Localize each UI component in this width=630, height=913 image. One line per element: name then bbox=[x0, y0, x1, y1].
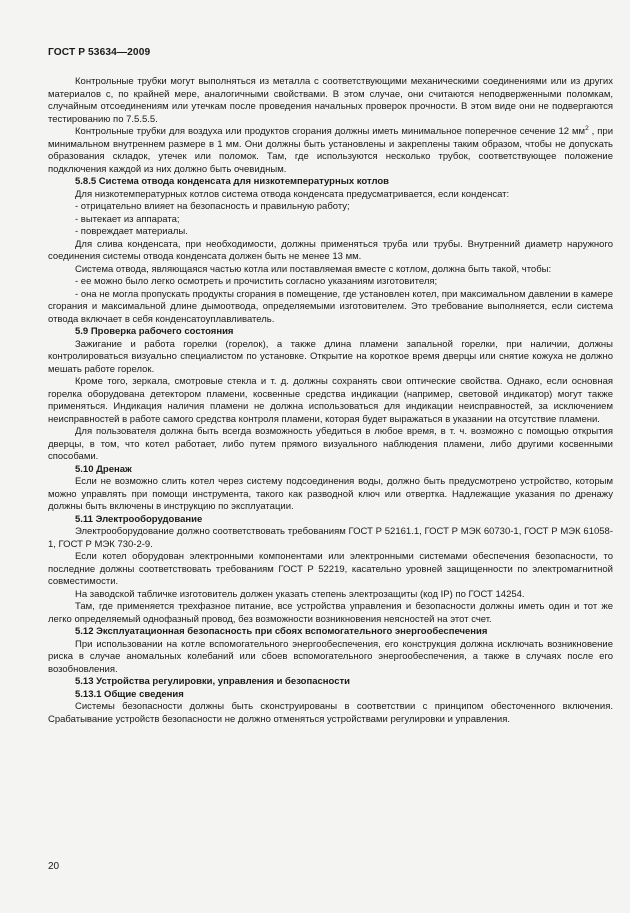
paragraph-cross-section: Контрольные трубки для воздуха или продуктов сгорания должны иметь минимальное поперечное сечение 12 $мм^2$ , при минимальном внутреннем размере в 1 мм. Они должны быть установлены и закреплены таким образом, чтобы не допускать образования складок, утечек или поломок. Там, где используются несколько трубок, соответствующее положение подключения каждой из них должно быть очевидным. bbox=[48, 124, 613, 175]
list-item: - вытекает из аппарата; bbox=[75, 213, 180, 225]
paragraph: Системы безопасности должны быть сконструированы в соответствии с принципом обесточенного включения. Срабатывание устройств безопасности не должно отменяться устройствами регулировки и управления. bbox=[48, 701, 613, 725]
section-heading-5-13: 5.13 Устройства регулировки, управления и безопасности bbox=[75, 676, 350, 687]
list-item: - отрицательно влияет на безопасность и правильную работу; bbox=[75, 201, 350, 212]
paragraph: Если котел оборудован электронными компонентами или электронными системами обеспечения безопасности, то последние должны соответствовать требованиям ГОСТ Р 52219, касательно уровней защищенности по электромагнитной совместимости. bbox=[48, 551, 613, 587]
paragraph: Зажигание и работа горелки (горелок), а также длина пламени запальной горелки, при наличии, должны контролироваться визуально специалистом по установке. Открытие на короткое время дверцы или снятие кожуха не должно мешать работе горелок. bbox=[48, 338, 613, 375]
standard-header: ГОСТ Р 53634—2009 bbox=[48, 47, 151, 58]
paragraph: Если не возможно слить котел через систему подсоединения воды, должно быть предусмотрено устройство, которым можно управлять при помощи инструмента, такого как разводной ключ или отвертка. Надлежащие указания по дренажу должны быть включены в инструкцию по эксплуатации. bbox=[48, 476, 613, 512]
list-item: - она не могла пропускать продукты сгорания в помещение, где установлен котел, при максимальном давлении в камере сгорания и максимальной длине дымоотвода, определяемыми изготовителем. Это требование выполняется, если система отвода включает в себя конденсатоуплавливатель. bbox=[48, 288, 613, 325]
page-number: 20 bbox=[48, 861, 60, 872]
paragraph: Электрооборудование должно соответствовать требованиям ГОСТ Р 52161.1, ГОСТ Р МЭК 60730-1, ГОСТ Р МЭК 61058-1, ГОСТ Р МЭК 730-2-9. bbox=[48, 526, 613, 550]
paragraph: Контрольные трубки могут выполняться из металла с соответствующими механическими соединениями или из других материалов с, по крайней мере, аналогичными свойствами. В этом случае, они считаются неподверженными поломкам, случайным отсоединениям или утечкам после проведения начальных проверок прочности. В этом виде они не подвергаются тестированию по 7.5.5.5. bbox=[48, 76, 613, 125]
paragraph: Для слива конденсата, при необходимости, должны применяться труба или трубы. Внутренний диаметр наружного соединения системы отвода конденсата должен быть не менее 13 мм. bbox=[48, 238, 613, 262]
paragraph: Для низкотемпературных котлов система отвода конденсата предусматривается, если конденсат: bbox=[75, 188, 510, 200]
paragraph: На заводской табличке изготовитель должен указать степень электрозащиты (код IP) по ГОСТ 14254. bbox=[75, 588, 525, 600]
section-heading-5-13-1: 5.13.1 Общие сведения bbox=[75, 688, 184, 700]
paragraph: Система отвода, являющаяся частью котла или поставляемая вместе с котлом, должна быть такой, чтобы: bbox=[75, 263, 552, 275]
paragraph: Для пользователя должна быть всегда возможность убедиться в любое время, в т. ч. возможно с помощью открытия дверцы, в том, что котел работает, либо путем прямого визуального наблюдения пламени, либо другими косвенными способами. bbox=[48, 426, 613, 462]
paragraph: При использовании на котле вспомогательного энергообеспечения, его конструкция должна исключать возникновение риска в случае аномальных колебаний или сбоев вспомогательного энергообеспечения, а также в случаях после его возобновления. bbox=[48, 638, 613, 675]
document-body bbox=[48, 76, 613, 726]
paragraph: Кроме того, зеркала, смотровые стекла и т. д. должны сохранять свои оптические свойства. Однако, если основная горелка оборудована детектором пламени, косвенные средства индикации (например, световой индикатор) могут также применяться. Индикация наличия пламени не должна использоваться для индикации неисправностей, за исключением неисправностей в работе самого средства контроля пламени, которая будет выражаться в указании на отсутствие пламени. bbox=[48, 376, 613, 425]
section-heading-5-12: 5.12 Эксплуатационная безопасность при сбоях вспомогательного энергообеспечения bbox=[75, 626, 488, 637]
section-heading-5-11: 5.11 Электрооборудование bbox=[75, 513, 203, 525]
section-heading-5-9: 5.9 Проверка рабочего состояния bbox=[75, 326, 234, 337]
list-item: - повреждает материалы. bbox=[75, 226, 188, 237]
section-heading-5-10: 5.10 Дренаж bbox=[75, 463, 132, 475]
section-heading-5-8-5: 5.8.5 Система отвода конденсата для низкотемпературных котлов bbox=[75, 176, 390, 187]
list-item: - ее можно было легко осмотреть и прочистить согласно указаниям изготовителя; bbox=[75, 276, 438, 287]
paragraph: Там, где применяется трехфазное питание, все устройства управления и безопасности должны иметь один и тот же легко определяемый однофазный провод, без возможности возникновения неясностей на этот счет. bbox=[48, 601, 613, 625]
